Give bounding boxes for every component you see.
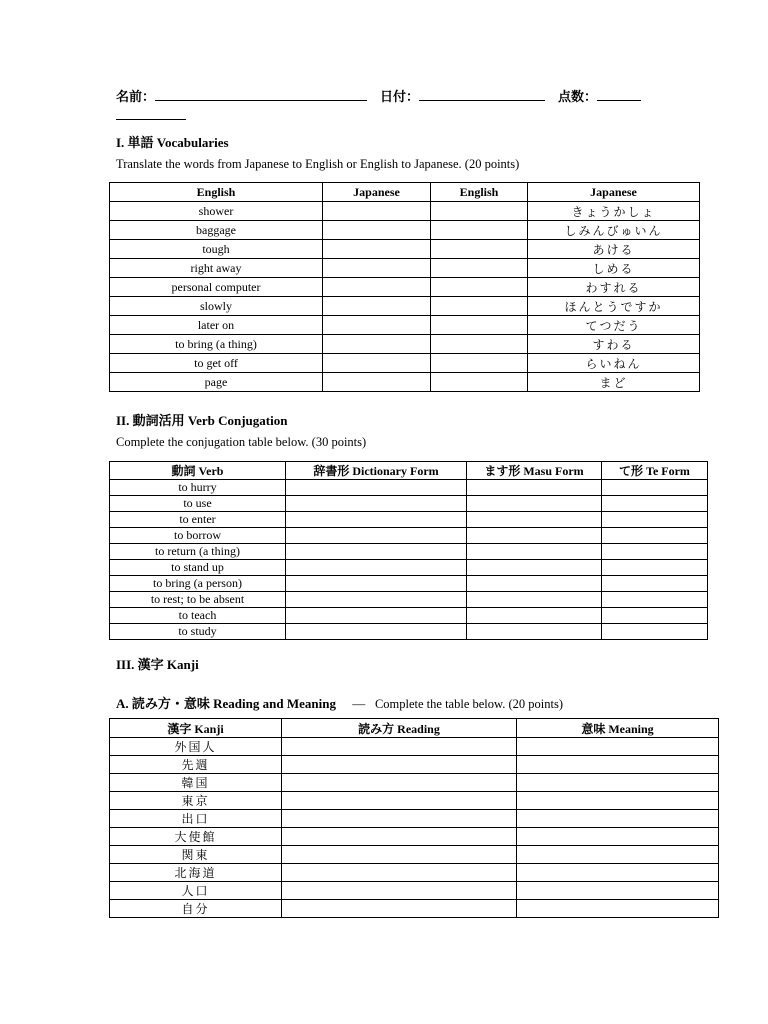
name-label: 名前： [116, 89, 156, 104]
score-label: 点数： [558, 89, 598, 104]
meaning-answer[interactable] [517, 810, 719, 828]
masu-form-answer[interactable] [467, 544, 602, 560]
table-row [110, 373, 700, 392]
vocab-section-title: I. 単語 Vocabularies [116, 135, 229, 150]
kanji-word: 東京 [110, 792, 282, 810]
dictionary-form-answer[interactable] [286, 544, 467, 560]
vocab-english-word: to bring (a thing) [110, 335, 323, 354]
conj-verb: to return (a thing) [110, 544, 286, 560]
conj-verb: to hurry [110, 480, 286, 496]
vocab-english-answer[interactable] [431, 373, 528, 392]
vocab-english-answer[interactable] [431, 240, 528, 259]
vocab-english-word: shower [110, 202, 323, 221]
conj-col-header: 辞書形 Dictionary Form [286, 462, 467, 480]
table-row [110, 240, 700, 259]
kanji-word: 関東 [110, 846, 282, 864]
table-row [110, 792, 719, 810]
te-form-answer[interactable] [602, 496, 708, 512]
vocab-japanese-word: あける [528, 240, 700, 259]
table-row [110, 278, 700, 297]
reading-answer[interactable] [282, 738, 517, 756]
reading-answer[interactable] [282, 810, 517, 828]
masu-form-answer[interactable] [467, 608, 602, 624]
table-row [110, 756, 719, 774]
table-row [110, 592, 708, 608]
vocab-table [109, 182, 700, 392]
vocab-english-word: later on [110, 316, 323, 335]
kanji-subsection [116, 693, 563, 712]
vocab-english-answer[interactable] [431, 335, 528, 354]
vocab-english-word: tough [110, 240, 323, 259]
dictionary-form-answer[interactable] [286, 560, 467, 576]
dictionary-form-answer[interactable] [286, 576, 467, 592]
conj-instruction: Complete the conjugation table below. (30 points) [116, 435, 367, 449]
dictionary-form-answer[interactable] [286, 624, 467, 640]
kanji-col-header: 漢字 Kanji [110, 719, 282, 738]
score-blank[interactable] [597, 87, 641, 101]
te-form-answer[interactable] [602, 608, 708, 624]
kanji-instruction: Complete the table below. (20 points) [374, 697, 563, 711]
vocab-japanese-word: しめる [528, 259, 700, 278]
reading-answer[interactable] [282, 864, 517, 882]
dictionary-form-answer[interactable] [286, 592, 467, 608]
vocab-english-word: to get off [110, 354, 323, 373]
vocab-japanese-answer[interactable] [323, 297, 431, 316]
vocab-japanese-word: きょうかしょ [528, 202, 700, 221]
table-row [110, 738, 719, 756]
table-row [110, 221, 700, 240]
vocab-english-word: baggage [110, 221, 323, 240]
vocab-english-answer[interactable] [431, 316, 528, 335]
table-row [110, 335, 700, 354]
kanji-word: 韓国 [110, 774, 282, 792]
kanji-word: 自分 [110, 900, 282, 918]
vocab-japanese-answer[interactable] [323, 259, 431, 278]
te-form-answer[interactable] [602, 544, 708, 560]
table-row [110, 608, 708, 624]
meaning-answer[interactable] [517, 792, 719, 810]
vocab-col-header: English [431, 183, 528, 202]
table-row [110, 864, 719, 882]
reading-answer[interactable] [282, 882, 517, 900]
table-row [110, 259, 700, 278]
vocab-japanese-answer[interactable] [323, 316, 431, 335]
masu-form-answer[interactable] [467, 560, 602, 576]
reading-answer[interactable] [282, 900, 517, 918]
conj-verb: to use [110, 496, 286, 512]
meaning-answer[interactable] [517, 774, 719, 792]
conj-section-title: II. 動詞活用 Verb Conjugation [116, 413, 288, 428]
kanji-col-header: 読み方 Reading [282, 719, 517, 738]
vocab-col-header: Japanese [528, 183, 700, 202]
te-form-answer[interactable] [602, 512, 708, 528]
score-blank-continued[interactable] [116, 106, 186, 120]
te-form-answer[interactable] [602, 624, 708, 640]
table-row [110, 810, 719, 828]
conj-verb: to teach [110, 608, 286, 624]
vocab-japanese-word: まど [528, 373, 700, 392]
masu-form-answer[interactable] [467, 480, 602, 496]
kanji-word: 外国人 [110, 738, 282, 756]
vocab-japanese-word: しみんびゅいん [528, 221, 700, 240]
table-row [110, 560, 708, 576]
table-row [110, 512, 708, 528]
masu-form-answer[interactable] [467, 512, 602, 528]
masu-form-answer[interactable] [467, 528, 602, 544]
name-blank[interactable] [155, 87, 367, 101]
vocab-japanese-answer[interactable] [323, 202, 431, 221]
meaning-answer[interactable] [517, 828, 719, 846]
meaning-answer[interactable] [517, 882, 719, 900]
meaning-answer[interactable] [517, 756, 719, 774]
table-row [110, 576, 708, 592]
date-blank[interactable] [419, 87, 545, 101]
kanji-word: 先週 [110, 756, 282, 774]
table-row [110, 202, 700, 221]
table-row [110, 297, 700, 316]
te-form-answer[interactable] [602, 528, 708, 544]
table-row [110, 316, 700, 335]
vocab-japanese-answer[interactable] [323, 373, 431, 392]
vocab-english-word: personal computer [110, 278, 323, 297]
conj-verb: to study [110, 624, 286, 640]
kanji-word: 出口 [110, 810, 282, 828]
vocab-japanese-word: わすれる [528, 278, 700, 297]
reading-answer[interactable] [282, 774, 517, 792]
vocab-japanese-word: てつだう [528, 316, 700, 335]
meaning-answer[interactable] [517, 846, 719, 864]
vocab-japanese-answer[interactable] [323, 221, 431, 240]
conjugation-table [109, 461, 708, 640]
vocab-english-word: right away [110, 259, 323, 278]
meaning-answer[interactable] [517, 738, 719, 756]
masu-form-answer[interactable] [467, 496, 602, 512]
header-fields [116, 87, 656, 125]
table-row [110, 846, 719, 864]
vocab-col-header: Japanese [323, 183, 431, 202]
vocab-japanese-answer[interactable] [323, 354, 431, 373]
kanji-col-header: 意味 Meaning [517, 719, 719, 738]
conj-verb: to borrow [110, 528, 286, 544]
table-row [110, 882, 719, 900]
dictionary-form-answer[interactable] [286, 496, 467, 512]
kanji-section-title: III. 漢字 Kanji [116, 657, 199, 672]
table-row [110, 496, 708, 512]
table-row [110, 828, 719, 846]
kanji-word: 北海道 [110, 864, 282, 882]
meaning-answer[interactable] [517, 900, 719, 918]
kanji-word: 大使館 [110, 828, 282, 846]
kanji-subtitle: A. 読み方・意味 Reading and Meaning [116, 696, 336, 711]
conj-col-header: ます形 Masu Form [467, 462, 602, 480]
table-row [110, 900, 719, 918]
vocab-english-answer[interactable] [431, 221, 528, 240]
vocab-english-answer[interactable] [431, 354, 528, 373]
date-label: 日付： [380, 89, 420, 104]
vocab-english-answer[interactable] [431, 202, 528, 221]
table-row [110, 354, 700, 373]
conj-col-header: 動詞 Verb [110, 462, 286, 480]
kanji-dash: — [352, 696, 366, 711]
te-form-answer[interactable] [602, 480, 708, 496]
conj-verb: to bring (a person) [110, 576, 286, 592]
te-form-answer[interactable] [602, 576, 708, 592]
vocab-english-word: page [110, 373, 323, 392]
vocab-english-answer[interactable] [431, 278, 528, 297]
vocab-japanese-word: ほんとうですか [528, 297, 700, 316]
vocab-english-answer[interactable] [431, 259, 528, 278]
table-row [110, 480, 708, 496]
dictionary-form-answer[interactable] [286, 608, 467, 624]
table-row [110, 774, 719, 792]
vocab-japanese-answer[interactable] [323, 335, 431, 354]
table-row [110, 528, 708, 544]
vocab-japanese-word: らいねん [528, 354, 700, 373]
vocab-japanese-word: すわる [528, 335, 700, 354]
dictionary-form-answer[interactable] [286, 480, 467, 496]
kanji-word: 人口 [110, 882, 282, 900]
reading-answer[interactable] [282, 828, 517, 846]
vocab-instruction: Translate the words from Japanese to English or English to Japanese. (20 points) [116, 157, 520, 171]
table-row [110, 624, 708, 640]
conj-verb: to rest; to be absent [110, 592, 286, 608]
dictionary-form-answer[interactable] [286, 512, 467, 528]
dictionary-form-answer[interactable] [286, 528, 467, 544]
reading-answer[interactable] [282, 846, 517, 864]
masu-form-answer[interactable] [467, 576, 602, 592]
kanji-table [109, 718, 719, 918]
te-form-answer[interactable] [602, 592, 708, 608]
table-row [110, 544, 708, 560]
vocab-japanese-answer[interactable] [323, 278, 431, 297]
reading-answer[interactable] [282, 792, 517, 810]
te-form-answer[interactable] [602, 560, 708, 576]
masu-form-answer[interactable] [467, 624, 602, 640]
masu-form-answer[interactable] [467, 592, 602, 608]
vocab-english-answer[interactable] [431, 297, 528, 316]
vocab-col-header: English [110, 183, 323, 202]
meaning-answer[interactable] [517, 864, 719, 882]
reading-answer[interactable] [282, 756, 517, 774]
conj-col-header: て形 Te Form [602, 462, 708, 480]
vocab-english-word: slowly [110, 297, 323, 316]
conj-verb: to stand up [110, 560, 286, 576]
vocab-japanese-answer[interactable] [323, 240, 431, 259]
conj-verb: to enter [110, 512, 286, 528]
